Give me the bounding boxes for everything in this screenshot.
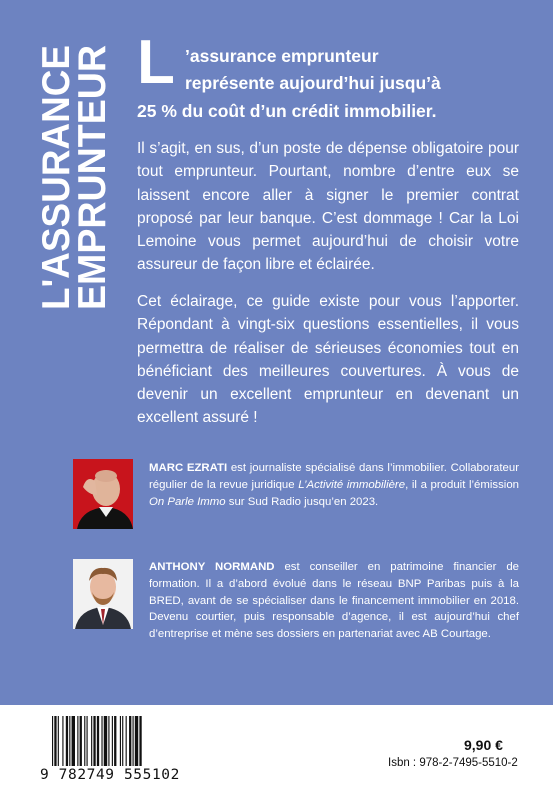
barcode-bar [133, 716, 134, 766]
author-bio-text: est conseiller en patrimoine financier de formation. Il a d’abord évolué dans le réseau BNP Paribas puis à la BRED, avant de se spécialiser dans le financement immobilier en 2018. Devenu courtier, puis responsable d’agence, il est aujourd’hui chef d’entreprise et mène ses dossiers en partenariat avec AB Courtage. [149, 561, 519, 641]
author-photo-marc-ezrati [73, 459, 133, 529]
barcode-bar [108, 716, 109, 766]
barcode-bar [101, 716, 102, 766]
side-title-line1: L'ASSURANCE [35, 29, 78, 310]
barcode-bar [58, 716, 59, 766]
barcode-bar [80, 716, 82, 766]
barcode-bar [97, 716, 99, 766]
side-title [28, 23, 114, 313]
lead-line-2: représente aujourd’hui jusqu’à [185, 73, 441, 93]
barcode-bar [62, 716, 63, 766]
lead-dropcap: L [137, 28, 175, 97]
author-bio-text: sur Sud Radio jusqu’en 2023. [225, 495, 379, 508]
barcode-bar [91, 716, 92, 766]
price: 9,90 € [464, 737, 503, 753]
barcode-bar [52, 716, 53, 766]
author-bio-text: est journaliste spécialisé dans l’immobilier. Collaborateur régulier de la revue juridique [149, 462, 519, 491]
barcode-digits: 9 782749 555102 [40, 767, 180, 783]
paragraph-1: Il s’agit, en sus, d’un poste de dépense obligatoire pour tout emprunteur. Pourtant, nombre d’entre eux se laissent encore aller à signer le premier contrat proposé par leur banque. C’est dommage ! Car la Loi Lemoine vous permet aujourd’hui de choisir votre assureur de façon libre et éclairée. [137, 140, 519, 274]
barcode-bar [112, 716, 113, 766]
barcode-bar [129, 716, 131, 766]
author-photo-anthony-normand [73, 559, 133, 629]
author-bio-marc-ezrati [149, 460, 519, 510]
side-title-line2: EMPRUNTEUR [71, 34, 114, 310]
show-title: On Parle Immo [149, 495, 226, 508]
lead-line-3: 25 % du coût d’un crédit immobilier. [137, 101, 437, 121]
barcode-bar [87, 716, 88, 766]
barcode-bar [54, 716, 56, 766]
barcode-bar [139, 716, 141, 766]
author-bio-anthony-normand [149, 559, 519, 643]
barcode-bars [50, 716, 178, 766]
barcode-bar [84, 716, 85, 766]
author-bio-text: , il a produit l’émission [405, 478, 520, 491]
publication-title: L’Activité immobilière [298, 478, 406, 491]
author-name: MARC EZRATI [149, 462, 228, 474]
barcode-bar [77, 716, 78, 766]
lead-line-1: ’assurance emprunteur [185, 46, 379, 66]
barcode-bar [126, 716, 127, 766]
barcode-bar [120, 716, 121, 766]
barcode-bar [93, 716, 95, 766]
paragraph-2: Cet éclairage, ce guide existe pour vous l’apporter. Répondant à vingt-six questions essentielles, il vous permettra de réaliser de sérieuses économies tout en bénéficiant des meilleures couvertures. À vous de devenir un excellent emprunteur en devenant un excellent assuré ! [137, 293, 519, 427]
barcode-bar [114, 716, 116, 766]
isbn: Isbn : 978-2-7495-5510-2 [388, 757, 518, 769]
barcode-bar [122, 716, 123, 766]
barcode-bar [72, 716, 75, 766]
barcode-bar [69, 716, 70, 766]
barcode-bar [135, 716, 138, 766]
author-name: ANTHONY NORMAND [149, 561, 275, 573]
barcode-bar [66, 716, 68, 766]
barcode-bar [104, 716, 107, 766]
